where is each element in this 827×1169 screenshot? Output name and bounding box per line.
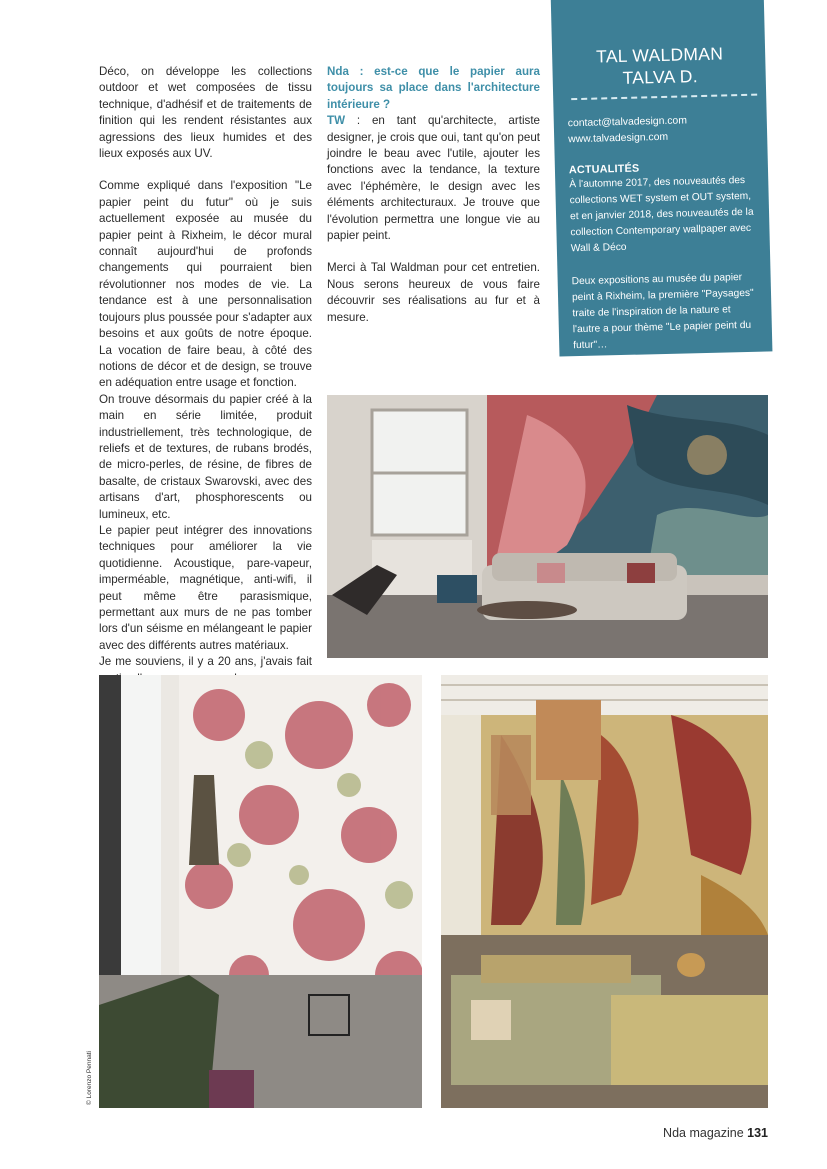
website-link[interactable]: www.talvadesign.com bbox=[568, 131, 669, 146]
living-room-photo bbox=[327, 395, 768, 658]
brand-name: TALVA D. bbox=[622, 66, 699, 88]
interview-block bbox=[327, 64, 540, 244]
article-column-2 bbox=[327, 64, 540, 326]
paragraph: Comme expliqué dans l'exposition "Le papier peint du futur" où je suis actuellement exposée au musée du papier peint à Rixheim, le décor mural connaît aujourd'hui de profonds changements qui pourraient bien révolutionner nos modes de vie. La tendance est à une personnalisation toujours plus poussée pour s'adapter aux besoins et aux goûts de notre époque. La vocation de faire beau, à côté des notions de décor et de design, se trouve en adéquation entre usage et fonction. bbox=[99, 179, 312, 390]
page-number: 131 bbox=[747, 1126, 768, 1140]
contact-block bbox=[568, 112, 756, 149]
exhibitions-text: Deux expositions au musée du papier peint à Rixheim, la première "Paysages" traite de l'inspiration de la nature et l'autre a pour thème "Le papier peint du futur"… bbox=[571, 272, 754, 352]
bedroom-photo bbox=[441, 675, 768, 1108]
paragraph: On trouve désormais du papier créé à la main en série limitée, produit industriellement, très technologique, de reliefs et de textures, de rubans brodés, de micro-perles, de résine, de fibres de basalte, de cristaux Swarovski, avec des artisans d'art, phosphorescents ou lumineux, etc. bbox=[99, 392, 312, 521]
paragraph: Déco, on développe les collections outdoor et wet composées de tissu technique, d'adhésif et de traitements de finition qui les rendent résistantes aux agressions des lieux humides et des lieux exposés aux UV. bbox=[99, 65, 312, 161]
photo-credit: © Lorenzo Pennati bbox=[86, 1051, 93, 1105]
article-column-1 bbox=[99, 64, 312, 720]
interview-question: Nda : est-ce que le papier aura toujours sa place dans l'architecture intérieure ? bbox=[327, 65, 540, 111]
paragraph: Le papier peut intégrer des innovations techniques pour améliorer la vie quotidienne. Acoustique, pare-vapeur, imperméable, magnétique, anti-wifi, il peut même être parasismique, permettant aux murs de ne pas tomber lors d'un séisme en mélangeant le papier avec des différents autres matériaux. bbox=[99, 523, 312, 652]
email-link[interactable]: contact@talvadesign.com bbox=[567, 115, 688, 130]
floral-wallpaper-photo bbox=[99, 675, 422, 1108]
magazine-name: Nda magazine bbox=[663, 1126, 744, 1140]
answer-tag: TW bbox=[327, 114, 346, 128]
paragraph: Je me souviens, il y a 20 ans, j'avais fait bbox=[99, 655, 312, 669]
interview-answer: : en tant qu'architecte, artiste designer, je crois que oui, tant qu'on peut joindre le beau avec l'utile, ajouter les fonctions avec la tendance, la texture avec l'éphémère, le design avec les éléments architecturaux. Je trouve que l'évolution permettra une longue vie au papier peint. bbox=[327, 114, 540, 243]
designer-name: TAL WALDMAN bbox=[595, 43, 724, 67]
info-sidebar bbox=[551, 0, 773, 357]
closing-paragraph: Merci à Tal Waldman pour cet entretien. Nous serons heureux de vous faire découvrir ses réalisations au fur et à mesure. bbox=[327, 261, 540, 324]
news-heading: ACTUALITÉS bbox=[568, 162, 640, 177]
news-text: À l'automne 2017, des nouveautés des collections WET system et OUT system, et en janvier 2018, des nouveautés de la collection Contemporary wallpaper avec Wall & Déco bbox=[569, 174, 754, 255]
dashed-divider bbox=[571, 94, 757, 101]
page-footer bbox=[663, 1126, 768, 1140]
